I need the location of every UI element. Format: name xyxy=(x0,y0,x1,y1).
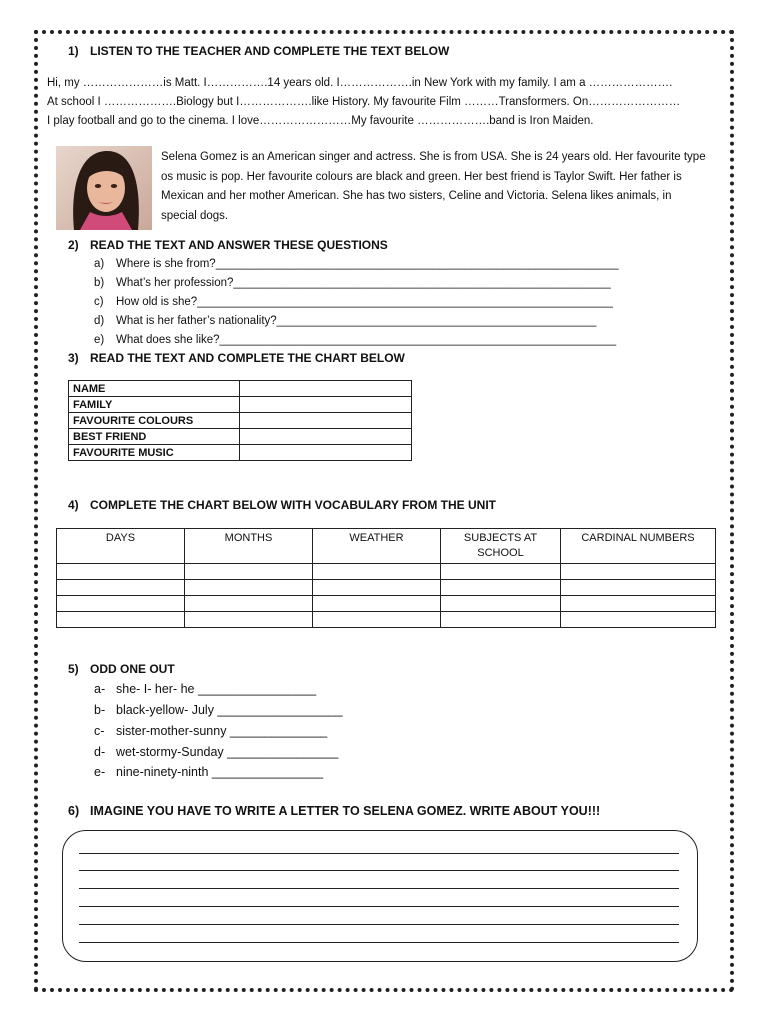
writing-line xyxy=(79,924,679,925)
column-cardinal-numbers: CARDINAL NUMBERS xyxy=(561,529,716,564)
question-e[interactable]: e) What does she like?______________________________________________________________ xyxy=(94,334,617,346)
section3-heading: 3) READ THE TEXT AND COMPLETE THE CHART BELOW xyxy=(68,351,405,365)
answer-cell[interactable] xyxy=(313,612,441,628)
answer-cell[interactable] xyxy=(313,564,441,580)
section1-line-1: Hi, my …………………is Matt. I…………….14 years old. I……………….in New York with my family. I am a …………………. xyxy=(47,77,673,89)
answer-cell[interactable] xyxy=(185,612,313,628)
section1-line-3: I play football and go to the cinema. I love……………………My favourite ……………….band is Iron Maiden. xyxy=(47,115,594,127)
answer-cell[interactable] xyxy=(240,413,412,429)
writing-line xyxy=(79,906,679,907)
row-label-favourite-colours: FAVOURITE COLOURS xyxy=(69,413,240,429)
profile-chart xyxy=(68,380,412,461)
column-days: DAYS xyxy=(57,529,185,564)
reading-passage: Selena Gomez is an American singer and actress. She is from USA. She is 24 years old. Her favourite type os music is pop. Her favourite colours are black and green. Her best friend is Taylor Swift. Her father is Mexican and her mother American. She has two sisters, Celine and Victoria. Selena likes animals, in special dogs. xyxy=(161,151,706,222)
odd-one-out-b[interactable]: b- black-yellow- July __________________ xyxy=(94,703,343,717)
answer-cell[interactable] xyxy=(240,397,412,413)
writing-line xyxy=(79,942,679,943)
answer-cell[interactable] xyxy=(561,564,716,580)
answer-cell[interactable] xyxy=(240,445,412,461)
letter-writing-box[interactable] xyxy=(62,830,698,962)
odd-one-out-c[interactable]: c- sister-mother-sunny ______________ xyxy=(94,724,328,738)
selena-gomez-photo xyxy=(56,146,152,230)
table-row xyxy=(57,612,716,628)
answer-cell[interactable] xyxy=(441,580,561,596)
table-row xyxy=(69,429,412,445)
answer-cell[interactable] xyxy=(441,612,561,628)
odd-one-out-a[interactable]: a- she- I- her- he _________________ xyxy=(94,682,317,696)
table-header-row xyxy=(57,529,716,564)
row-label-best-friend: BEST FRIEND xyxy=(69,429,240,445)
answer-cell[interactable] xyxy=(185,596,313,612)
writing-line xyxy=(79,888,679,889)
answer-cell[interactable] xyxy=(441,596,561,612)
table-row xyxy=(57,580,716,596)
answer-cell[interactable] xyxy=(57,612,185,628)
answer-cell[interactable] xyxy=(441,564,561,580)
answer-cell[interactable] xyxy=(240,429,412,445)
answer-cell[interactable] xyxy=(561,596,716,612)
table-row xyxy=(69,397,412,413)
answer-cell[interactable] xyxy=(561,580,716,596)
column-subjects-at-school: SUBJECTS AT SCHOOL xyxy=(441,529,561,564)
table-row xyxy=(69,413,412,429)
question-a[interactable]: a) Where is she from?_______________________________________________________________ xyxy=(94,258,619,270)
answer-cell[interactable] xyxy=(240,381,412,397)
table-row xyxy=(69,445,412,461)
answer-cell[interactable] xyxy=(57,580,185,596)
section1-line-2: At school I ……………….Biology but I……………….like History. My favourite Film ………Transformers. On…………………… xyxy=(47,96,681,108)
answer-cell[interactable] xyxy=(57,564,185,580)
answer-cell[interactable] xyxy=(185,580,313,596)
row-label-family: FAMILY xyxy=(69,397,240,413)
table-row xyxy=(69,381,412,397)
odd-one-out-e[interactable]: e- nine-ninety-ninth ________________ xyxy=(94,765,324,779)
answer-cell[interactable] xyxy=(185,564,313,580)
row-label-favourite-music: FAVOURITE MUSIC xyxy=(69,445,240,461)
answer-cell[interactable] xyxy=(57,596,185,612)
section5-heading: 5) ODD ONE OUT xyxy=(68,662,175,676)
writing-line xyxy=(79,853,679,854)
column-months: MONTHS xyxy=(185,529,313,564)
section1-heading: 1) LISTEN TO THE TEACHER AND COMPLETE THE TEXT BELOW xyxy=(68,44,450,58)
section6-heading: 6) IMAGINE YOU HAVE TO WRITE A LETTER TO SELENA GOMEZ. WRITE ABOUT YOU!!! xyxy=(68,804,601,818)
writing-line xyxy=(79,870,679,871)
table-row xyxy=(57,596,716,612)
odd-one-out-d[interactable]: d- wet-stormy-Sunday ________________ xyxy=(94,745,339,759)
question-d[interactable]: d) What is her father’s nationality?__________________________________________________ xyxy=(94,315,597,327)
question-b[interactable]: b) What’s her profession?___________________________________________________________ xyxy=(94,277,611,289)
vocabulary-chart xyxy=(56,528,716,628)
table-row xyxy=(57,564,716,580)
question-c[interactable]: c) How old is she?_________________________________________________________________ xyxy=(94,296,613,308)
section2-heading: 2) READ THE TEXT AND ANSWER THESE QUESTIONS xyxy=(68,238,388,252)
answer-cell[interactable] xyxy=(313,580,441,596)
answer-cell[interactable] xyxy=(313,596,441,612)
row-label-name: NAME xyxy=(69,381,240,397)
column-weather: WEATHER xyxy=(313,529,441,564)
section4-heading: 4) COMPLETE THE CHART BELOW WITH VOCABULARY FROM THE UNIT xyxy=(68,498,496,512)
answer-cell[interactable] xyxy=(561,612,716,628)
